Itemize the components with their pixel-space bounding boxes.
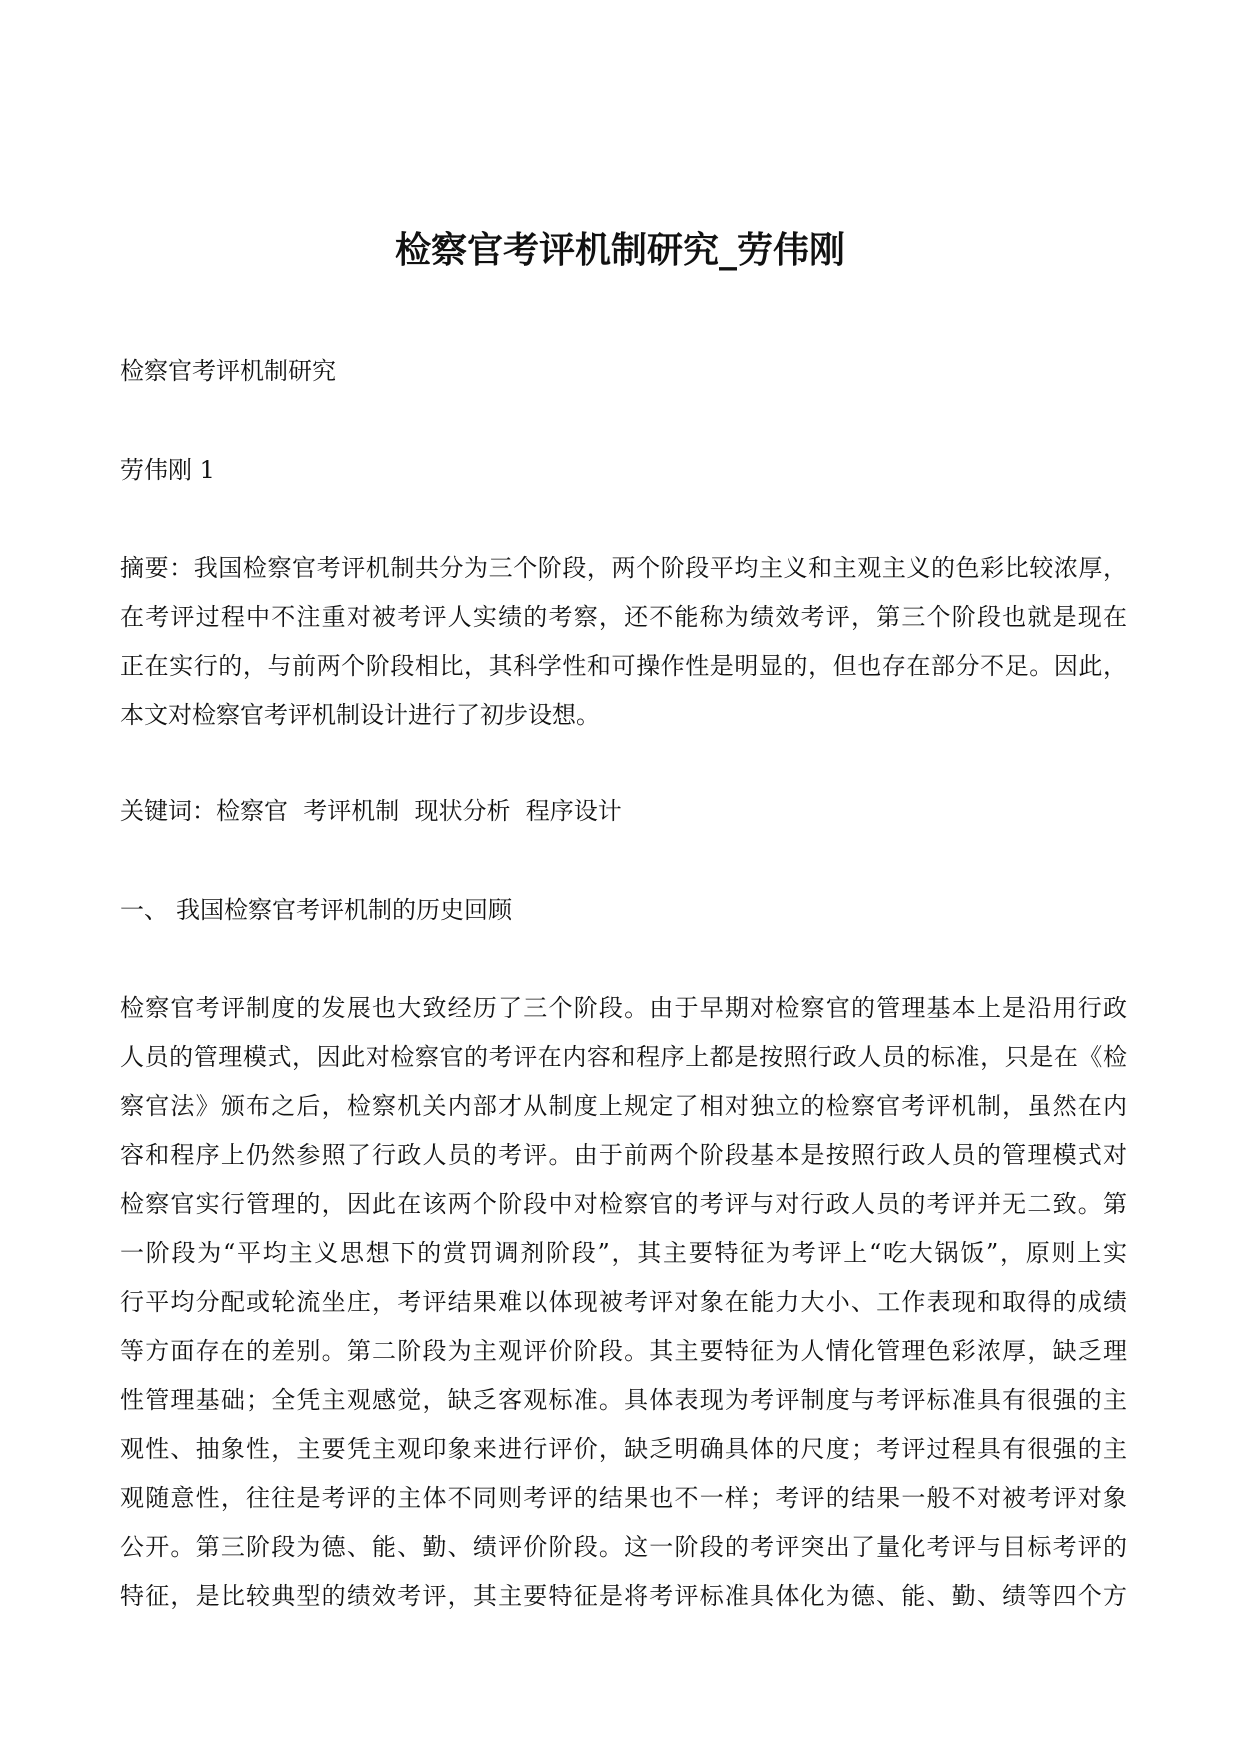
keywords-block — [120, 787, 1127, 836]
body-line: 观随意性，往往是考评的主体不同则考评的结果也不一样；考评的结果一般不对被考评对象 — [120, 1484, 1127, 1512]
body-paragraph — [120, 984, 1127, 1621]
body-line: 特征，是比较典型的绩效考评，其主要特征是将考评标准具体化为德、能、勤、绩等四个方 — [120, 1582, 1127, 1610]
body-line: 检察官考评制度的发展也大致经历了三个阶段。由于早期对检察官的管理基本上是沿用行政 — [120, 994, 1127, 1022]
body-line: 行平均分配或轮流坐庄，考评结果难以体现被考评对象在能力大小、工作表现和取得的成绩 — [120, 1288, 1127, 1316]
abstract-line: 摘要：我国检察官考评机制共分为三个阶段，两个阶段平均主义和主观主义的色彩比较浓厚， — [120, 554, 1127, 582]
section-heading — [120, 886, 1127, 935]
document-title: 检察官考评机制研究_劳伟刚 — [394, 229, 845, 271]
body-line: 观性、抽象性，主要凭主观印象来进行评价，缺乏明确具体的尺度；考评过程具有很强的主 — [120, 1435, 1127, 1463]
abstract-line: 本文对检察官考评机制设计进行了初步设想。 — [120, 701, 600, 729]
section-number: 一、 — [120, 896, 168, 924]
keywords-line: 关键词：检察官 考评机制 现状分析 程序设计 — [120, 797, 622, 825]
abstract-paragraph — [120, 544, 1127, 740]
subtitle-block — [120, 347, 1127, 396]
abstract-line: 正在实行的，与前两个阶段相比，其科学性和可操作性是明显的，但也存在部分不足。因此， — [120, 652, 1127, 680]
body-line: 容和程序上仍然参照了行政人员的考评。由于前两个阶段基本是按照行政人员的管理模式对 — [120, 1141, 1127, 1169]
abstract-line: 在考评过程中不注重对被考评人实绩的考察，还不能称为绩效考评，第三个阶段也就是现在 — [120, 603, 1127, 631]
body-line: 人员的管理模式，因此对检察官的考评在内容和程序上都是按照行政人员的标准，只是在《检 — [120, 1043, 1127, 1071]
body-line: 公开。第三阶段为德、能、勤、绩评价阶段。这一阶段的考评突出了量化考评与目标考评的 — [120, 1533, 1127, 1561]
author-block — [120, 446, 1127, 495]
body-line: 性管理基础；全凭主观感觉，缺乏客观标准。具体表现为考评制度与考评标准具有很强的主 — [120, 1386, 1127, 1414]
section-title: 我国检察官考评机制的历史回顾 — [176, 896, 512, 924]
body-line: 一阶段为“平均主义思想下的赏罚调剂阶段”，其主要特征为考评上“吃大锅饭”，原则上实 — [120, 1239, 1127, 1267]
author-name: 劳伟刚 1 — [120, 456, 215, 484]
section-heading-line — [120, 886, 1127, 935]
body-line: 察官法》颁布之后，检察机关内部才从制度上规定了相对独立的检察官考评机制，虽然在内 — [120, 1092, 1127, 1120]
body-line: 检察官实行管理的，因此在该两个阶段中对检察官的考评与对行政人员的考评并无二致。第 — [120, 1190, 1127, 1218]
body-line: 等方面存在的差别。第二阶段为主观评价阶段。其主要特征为人情化管理色彩浓厚，缺乏理 — [120, 1337, 1127, 1365]
paper-subtitle: 检察官考评机制研究 — [120, 357, 336, 385]
